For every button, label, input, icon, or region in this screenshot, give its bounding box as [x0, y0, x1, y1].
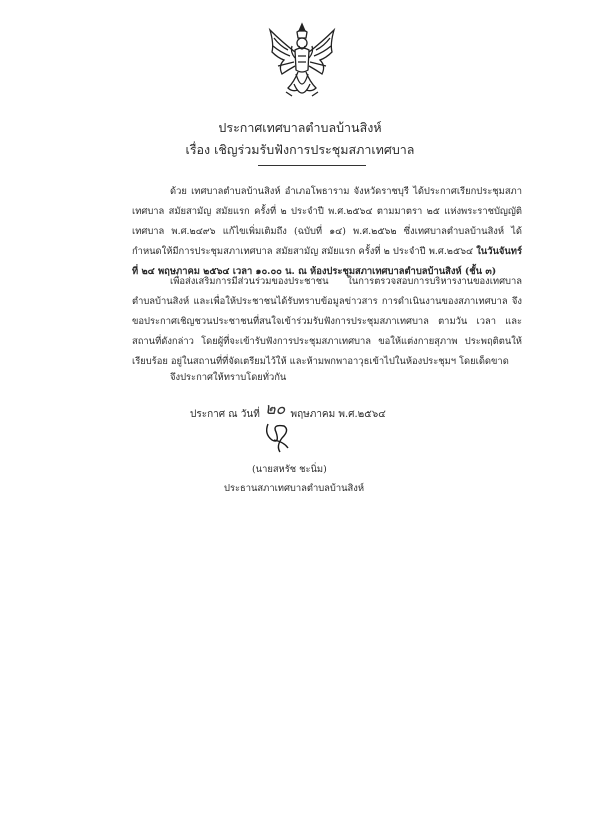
title-divider [258, 165, 366, 166]
paragraph-closing: จึงประกาศให้ทราบโดยทั่วกัน [170, 372, 287, 383]
date-suffix: พฤษภาคม พ.ศ.๒๕๖๔ [290, 409, 386, 420]
garuda-emblem-icon [264, 22, 340, 102]
date-day-handwritten: ๒๐ [264, 399, 286, 418]
signature-icon [258, 420, 298, 456]
signer-name: (นายสหรัช ชะนิ่ม) [252, 464, 327, 475]
announcement-subject: เรื่อง เชิญร่วมรับฟังการประชุมสภาเทศบาล [185, 142, 415, 157]
date-prefix: ประกาศ ณ วันที่ [190, 409, 260, 420]
paragraph-intro [132, 182, 522, 282]
announcement-title: ประกาศเทศบาลตำบลบ้านสิงห์ [218, 120, 382, 135]
paragraph-invitation: เพื่อส่งเสริมการมีส่วนร่วมของประชาชน ในการตรวจสอบการบริหารงานของเทศบาลตำบลบ้านสิงห์ และเพื่อให้ประชาชนได้รับทราบข้อมูลข่าวสาร การดำเนินงานของสภาเทศบาล จึงขอประกาศเชิญชวนประชาชนที่สนใจเข้าร่วมรับฟังการประชุมสภาเทศบาล ตามวัน เวลา และสถานที่ดังกล่าว โดยผู้ที่จะเข้ารับฟังการประชุมสภาเทศบาล ขอให้แต่งกายสุภาพ ประพฤติตนให้เรียบร้อย อยู่ในสถานที่ที่จัดเตรียมไว้ให้ และห้ามพกพาอาวุธเข้าไปในห้องประชุมฯ โดยเด็ดขาด [132, 276, 522, 367]
signer-position: ประธานสภาเทศบาลตำบลบ้านสิงห์ [224, 483, 365, 494]
meeting-datetime-place: ในวันจันทร์ที่ ๒๔ พฤษภาคม ๒๕๖๔ เวลา ๑๐.๐๐ น. ณ ห้องประชุมสภาเทศบาลตำบลบ้านสิงห์ (ชั้น ๓) [132, 246, 522, 277]
paragraph-intro-text: ด้วย เทศบาลตำบลบ้านสิงห์ อำเภอโพธาราม จังหวัดราชบุรี ได้ประกาศเรียกประชุมสภาเทศบาล สมัยสามัญ สมัยแรก ครั้งที่ ๒ ประจำปี พ.ศ.๒๕๖๔ ตามมาตรา ๒๕ แห่งพระราชบัญญัติเทศบาล พ.ศ.๒๔๙๖ แก้ไขเพิ่มเติมถึง (ฉบับที่ ๑๔) พ.ศ.๒๕๖๒ ซึ่งเทศบาลตำบลบ้านสิงห์ ได้กำหนดให้มีการประชุมสภาเทศบาล สมัยสามัญ สมัยแรก ครั้งที่ ๒ ประจำปี พ.ศ.๒๕๖๔ [132, 186, 522, 257]
